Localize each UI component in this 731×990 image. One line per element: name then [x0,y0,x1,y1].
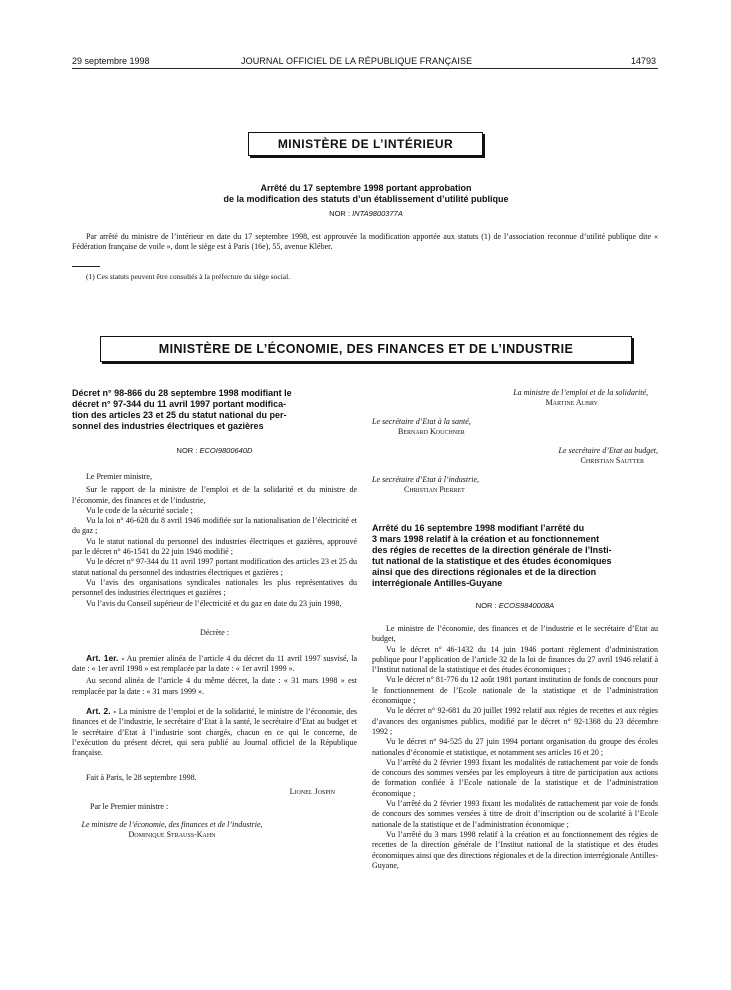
signature-sante-name: Bernard Kouchner [398,427,465,436]
signature-jospin: Lionel Jospin [289,786,335,796]
arrete1-body: Par arrêté du ministre de l’intérieur en date du 17 septembre 1998, est approuvée la modification apportée aux statuts (1) de l’association reconnue d’utilité publique dite « Fédération française de voile », dont le siège est à Paris (16e), 55, avenue Kléber. [72,232,658,252]
arrete2-para: Vu le décret n° 94-525 du 27 juin 1994 portant organisation du groupe des écoles nationales d’économie et statistique, et notamment ses articles 16 et 20 ; [372,737,658,757]
footnote-rule [72,266,100,267]
signature-economie-name: Dominique Strauss-Kahn [128,829,216,839]
header-date: 29 septembre 1998 [72,56,150,66]
signature-emploi-name: Martine Aubry [545,398,598,407]
signature-industrie-name: Christian Pierret [404,485,465,494]
decret-visa: Sur le rapport de la ministre de l’emploi et de la solidarité et du ministre de l’économie, des finances et de l’industrie, [72,485,357,505]
decret-visa: Vu le statut national du personnel des industries électriques et gazières, approuvé par le décret n° 46-1541 du 22 juin 1946 modifié ; [72,536,357,557]
nor-code: ECOI9800640D [199,446,253,455]
arrete2-para: Vu le décret n° 46-1432 du 14 juin 1946 portant règlement d’administration publique pour l’application de l’article 32 de la loi de finances du 27 avril 1946 relatif à l’Institut national de la statistique et des études économiques ; [372,644,658,675]
decret-title-line: tion des articles 23 et 25 du statut national du per- [72,410,287,420]
nor-label: NOR : [329,209,350,218]
decret-decrete: Décrète : [199,627,230,637]
signature-emploi-role: La ministre de l’emploi et de la solidarité, [513,388,648,397]
arrete2-para: Vu l’arrêté du 2 février 1993 fixant les modalités de rattachement par voie de fonds de concours des sommes versées à titre de droit d’inscription ou de scolarité à l’Ecole nationale de la statistique et de l’administration économique ; [372,799,658,829]
article-1-label: Art. 1er. - [86,652,125,663]
decret-title [72,388,357,432]
decret-visa: Vu le code de la sécurité sociale ; [86,505,193,515]
header-journal-title: JOURNAL OFFICIEL DE LA RÉPUBLIQUE FRANÇAISE [241,56,473,66]
ministry-interieur-box [248,132,483,156]
arrete2-title-line: des régies de recettes de la direction générale de l’Insti- [372,545,612,555]
arrete2-para: Vu l’arrêté du 2 février 1993 fixant les modalités de rattachement par voie de fonds de concours des sommes versées par les employeurs à titre de participation aux actions de formation confiée à l’Ecole nationale de la statistique et de l’administration économique ; [372,757,658,798]
decret-article-1 [72,653,357,675]
decret-title-line: décret n° 97-344 du 11 avril 1997 portant modifica- [72,399,287,409]
signature-sante-role: Le secrétaire d’Etat à la santé, [372,417,471,426]
arrete2-para: Vu le décret n° 81-776 du 12 août 1981 portant institution de fonds de concours pour le fonctionnement de l’Ecole nationale de la statistique et de l’administration économique ; [372,675,658,706]
signature-budget-role: Le secrétaire d’Etat au budget, [558,446,658,455]
decret-visa: Vu l’avis des organisations syndicales nationales les plus représentatives du personnel des industries électriques et gazières ; [72,577,357,598]
decret-article-1-para-2: Au second alinéa de l’article 4 du même décret, la date : « 31 mars 1998 » est remplacée par la date : « 31 mars 1999 ». [72,676,357,696]
arrete2-para: Vu le décret n° 92-681 du 20 juillet 1992 relatif aux régies de recettes et aux régies d’avances des organismes publics, modifié par le décret n° 92-1368 du 23 décembre 1992 ; [372,706,658,736]
decret-visa: Vu le décret n° 97-344 du 11 avril 1997 portant modification des articles 23 et 25 du statut national du personnel des industries électriques et gazières ; [72,557,357,577]
ministry-economie-title: MINISTÈRE DE L’ÉCONOMIE, DES FINANCES ET DE L’INDUSTRIE [158,342,574,356]
decret-nor [72,446,357,455]
nor-label: NOR : [176,446,198,455]
left-column [72,388,357,840]
decret-fait-a-paris: Fait à Paris, le 28 septembre 1998. [86,772,197,782]
arrete2-nor [372,601,658,610]
article-2-label: Art. 2. - [86,706,117,717]
arrete1-footnote: (1) Ces statuts peuvent être consultés à la préfecture du siège social. [86,272,291,281]
arrete2-title-line: interrégionale Antilles-Guyane [372,578,503,588]
ministry-economie-box [100,336,632,362]
arrete1-title [150,183,582,205]
arrete2-title-line: ainsi que des directions régionales et de la direction [372,567,597,577]
decret-visa: Vu l’avis du Conseil supérieur de l’électricité et du gaz en date du 23 juin 1998, [86,598,342,608]
nor-label: NOR : [475,601,497,610]
signature-industrie-role: Le secrétaire d’Etat à l’industrie, [372,475,480,484]
arrete2-title-line: tut national de la statistique et des études économiques [372,556,612,566]
arrete2-title [372,523,658,589]
nor-code: INTA9800377A [352,209,403,218]
arrete1-title-line: de la modification des statuts d’un établissement d’utilité publique [223,194,509,204]
article-2-text: La ministre de l’emploi et de la solidarité, le ministre de l’économie, des finances et de l’industrie, le secrétaire d’Etat à la santé, le secrétaire d’Etat au budget et le secrétaire d’Etat à l’industrie sont chargés, chacun en ce qui le concerne, de l’exécution du présent décret, qui sera publié au Journal officiel de la République française. [72,707,358,758]
arrete2-para: Le ministre de l’économie, des finances et de l’industrie et le secrétaire d’Etat au budget, [372,624,658,644]
header-page-number: 14793 [631,56,657,66]
arrete2-title-line: 3 mars 1998 relatif à la création et au fonctionnement [372,534,600,544]
decret-article-2 [72,706,357,758]
article-1-text: Au premier alinéa de l’article 4 du décret du 11 avril 1997 susvisé, la date : « 1er avril 1998 » est remplacée par la date : « 1er avril 1999 ». [72,653,358,674]
arrete2-title-line: Arrêté du 16 septembre 1998 modifiant l’arrêté du [372,523,585,533]
decret-intro: Le Premier ministre, [86,472,152,481]
decret-title-line: sonnel des industries électriques et gazières [72,421,264,431]
decret-title-line: Décret n° 98-866 du 28 septembre 1998 modifiant le [72,388,292,398]
right-column [372,388,658,871]
header-rule [72,68,658,69]
par-le-premier-ministre: Par le Premier ministre : [90,801,169,811]
decret-visa: Vu la loi n° 46-628 du 8 avril 1946 modifiée sur la nationalisation de l’électricité et du gaz ; [72,516,357,536]
signature-budget-name: Christian Sautter [580,456,644,465]
arrete1-title-line: Arrêté du 17 septembre 1998 portant approbation [260,183,472,193]
arrete2-para: Vu l’arrêté du 3 mars 1998 relatif à la création et au fonctionnement des régies de recettes de la direction générale de l’Institut national de la statistique et des études économiques ainsi que des directions régionales et de la direction interrégionale Antilles-Guyane, [372,829,658,870]
signature-economie-role: Le ministre de l’économie, des finances et de l’industrie, [81,819,263,829]
arrete1-nor [150,209,582,218]
ministry-interieur-title: MINISTÈRE DE L’INTÉRIEUR [277,137,454,151]
nor-code: ECOS9840008A [498,601,555,610]
